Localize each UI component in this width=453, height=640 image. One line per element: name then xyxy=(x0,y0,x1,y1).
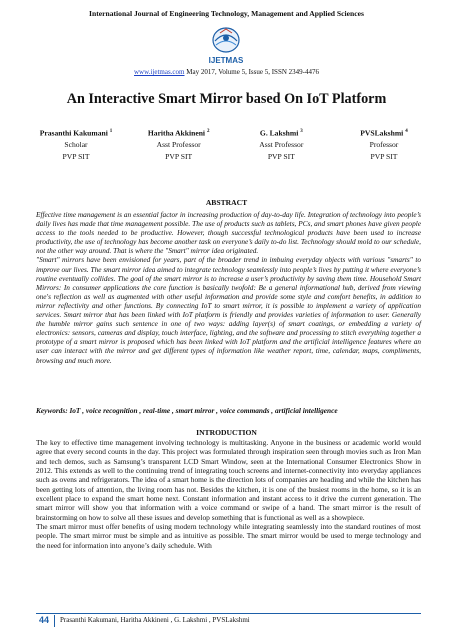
publication-info xyxy=(0,68,453,76)
introduction-body xyxy=(36,438,421,550)
abstract-paragraph: "Smart" mirrors have been envisioned for years, part of the broader trend in imbuing everyday objects with various "smarts" to improve our lives. The smart mirror idea aimed to integrate technology seamlessly into people’s lives by putting it where everyone’s routine eventually collides. The goal of the smart mirror is to increase a user’s productivity by saving them time. Household Smart Mirrors: In consumer applications the core function is basically twofold: Be a general informational hub, derived from viewing one's reflection as well as augmented with other useful information and provide some style and comfort benefits, in addition to mirror reflectivity and other functions. By connecting IoT to smart mirror, it is possible to implement a variety of application services. Smart mirror that has been linked with IoT platform is friendly and provides varieties of information to user. Generally the humble mirror gains such sentence in one of two ways: adding layer(s) of smart coatings, or embedding a variety of electronics: sensors, cameras and display, touch interface, lighting, and the software and processing to stitch everything together a prototype of a smart mirror is proposed which has been linked with IoT platform and the artificial intelligence features where an user can interact with the mirror and get different types of information like weather report, time, calendar, maps, compliments, browsing and much more. xyxy=(36,255,421,365)
author-role: Scholar xyxy=(64,140,88,150)
logo-text: IJETMAS xyxy=(208,56,244,65)
author-affiliation: PVP SIT xyxy=(165,151,193,161)
journal-url-link[interactable]: www.ijetmas.com xyxy=(134,68,185,76)
footer-rule xyxy=(36,613,421,614)
author-name: G. Lakshmi $^3$ xyxy=(259,128,303,138)
paper-title: An Interactive Smart Mirror based On IoT Platform xyxy=(66,91,387,107)
footer-divider xyxy=(54,615,55,627)
author-role: Asst Professor xyxy=(156,140,201,150)
author-block xyxy=(336,126,432,162)
introduction-paragraph: The key to effective time management involving technology is multitasking. Anyone in the business or academic world would agree that every second counts in the day. This project was formulated through inspiration seen through movies such as Iron Man and tech demos, such as Samsung’s transparent LCD Smart Window, seen at the International Consumer Electronics Show in 2012. This extends as well to the continuing trend of integrating touch screens and internet-connectivity into everyday appliances such as ovens and refrigerators. The idea of a smart home is the direction lots of companies are heading and while the kitchen has been getting lots of attention, the living room has not. Besides the kitchen, it is one of the busiest rooms in the home, so it is an excellent place to expand the smart home next. Constant information and instant access to it drive the current generation. The smart mirror will show you that information with a voice command or swipe of a hand. The smart mirror is the result of brainstorming on how to solve all these issues and develop something that is functional as well as a showpiece. xyxy=(36,438,421,522)
author-block xyxy=(28,126,124,162)
page-footer xyxy=(36,613,421,629)
abstract-heading: ABSTRACT xyxy=(205,198,248,207)
introduction-heading: INTRODUCTION xyxy=(196,428,257,437)
journal-logo xyxy=(196,25,256,69)
abstract-body xyxy=(36,210,421,365)
introduction-paragraph: The smart mirror must offer benefits of using modern technology while integrating seamlessly into the standard routines of most people. The smart mirror must be simple and as intuitive as possible. The smart mirror would be used to merge technology and the need for information into anyone’s daily schedule. With xyxy=(36,522,421,550)
author-block xyxy=(233,126,329,162)
keywords: Keywords: IoT , voice recognition , real-time , smart mirror , voice commands , artificial intelligence xyxy=(36,406,338,415)
author-affiliation: PVP SIT xyxy=(267,151,295,161)
author-name: Prasanthi Kakumani $^1$ xyxy=(39,128,113,138)
page-number: 44 xyxy=(38,615,49,625)
author-name: PVSLakshmi $^4$ xyxy=(360,128,408,138)
author-affiliation: PVP SIT xyxy=(370,151,398,161)
issue-info: May 2017, Volume 5, Issue 5, ISSN 2349-4476 xyxy=(184,68,319,76)
author-affiliation: PVP SIT xyxy=(62,151,90,161)
author-list xyxy=(28,126,432,162)
author-block xyxy=(131,126,227,162)
author-role: Asst Professor xyxy=(259,140,304,150)
author-name: Haritha Akkineni $^2$ xyxy=(147,128,210,138)
footer-authors: Prasanthi Kakumani, Haritha Akkineni , G. Lakshmi , PVSLakshmi xyxy=(60,616,250,624)
author-role: Professor xyxy=(369,140,399,150)
journal-name: International Journal of Engineering Technology, Management and Applied Sciences xyxy=(89,9,364,18)
abstract-paragraph: Effective time management is an essential factor in increasing production of day-to-day life. Integration of technology into people’s daily lives has made that time management possible. The use of products such as tablets, PCs, and smart phones have given people access to the tools needed to be productive. However, though successful technological products have been used to increase productivity, the use of technology has become another task on everyone’s daily to-do list. Technology should mold to our schedule, not the other way around. That is where the "Smart" mirror idea originated. xyxy=(36,210,421,256)
